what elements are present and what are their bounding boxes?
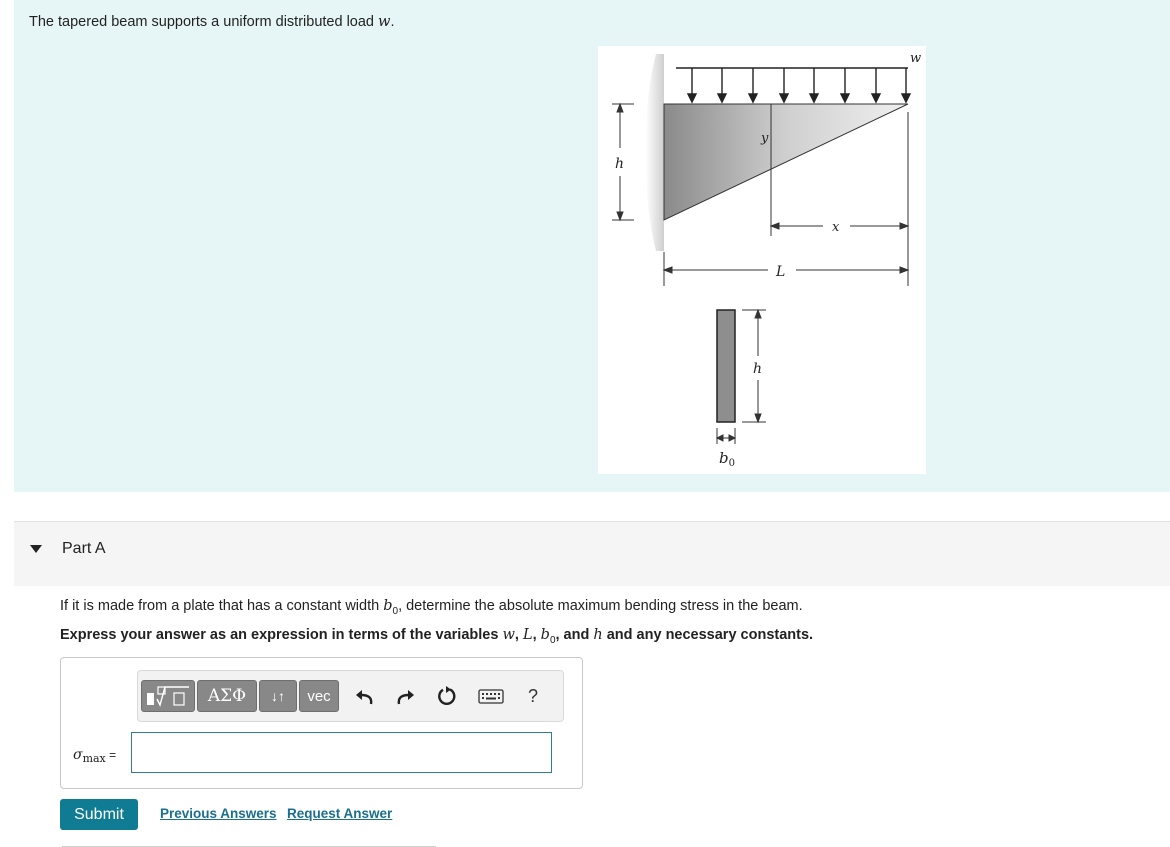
reset-button[interactable] [432,682,462,710]
load-arrows [688,68,910,102]
collapse-caret-icon[interactable] [30,545,42,553]
beam-figure [598,46,926,474]
wall [646,54,665,251]
intro-var-w: w [378,14,391,30]
part-title: Part A [62,540,106,557]
sub-superscript-button[interactable] [259,680,297,712]
previous-answers-link[interactable]: Previous Answers [160,806,277,821]
beam-diagram [598,46,926,474]
keyboard-icon [478,687,504,705]
label-h-section: h [753,361,763,377]
cross-section-plate [717,310,735,422]
instruction-var-h: h [593,627,603,643]
problem-intro [14,0,1170,492]
templates-icon [145,684,191,708]
greek-symbols-button[interactable] [197,680,257,712]
keyboard-button[interactable] [474,682,508,710]
answer-label-sigma: σ [73,747,83,763]
question-var-b: b [383,598,393,614]
help-button[interactable] [518,682,548,710]
instruction-sep3: , and [555,627,594,643]
redo-button[interactable] [390,682,420,710]
question-text-before: If it is made from a plate that has a constant width [60,598,384,614]
instruction-sep1: , [514,627,523,643]
answer-label-sub: max [82,752,106,765]
instruction-var-b-sub: 0 [549,634,556,646]
help-label: ? [527,685,538,706]
redo-icon [394,685,416,707]
label-h: h [615,156,625,172]
part-a-header[interactable] [14,521,1170,586]
tapered-beam [664,104,908,220]
greek-symbols-label: ΑΣΦ [207,686,247,706]
undo-button[interactable] [350,682,380,710]
instruction-text [60,627,813,646]
undo-icon [354,685,376,707]
instruction-text-after: and any necessary constants. [602,627,814,643]
submit-button[interactable]: Submit [60,799,138,830]
instruction-var-b: b [540,627,550,643]
instruction-var-w: w [502,627,515,643]
intro-text-before: The tapered beam supports a uniform distributed load [29,14,379,30]
label-y: y [761,131,769,146]
sub-superscript-label: ↓↑ [271,688,285,704]
intro-text [29,14,394,30]
b0-dimension [717,428,735,444]
answer-input[interactable] [131,732,552,773]
instruction-sep2: , [532,627,541,643]
label-b-sub: 0 [728,458,735,469]
label-b0 [719,449,735,469]
label-w: w [910,51,922,66]
question-var-b-sub: 0 [392,605,399,617]
vector-button[interactable] [299,680,339,712]
label-x: x [832,220,840,235]
answer-box [60,657,583,789]
vector-label: vec [307,687,331,705]
L-dimension [664,252,908,286]
answer-label [73,746,116,765]
request-answer-link[interactable]: Request Answer [287,806,393,821]
label-b: b [719,449,729,467]
answer-label-eq: = [105,748,117,762]
question-text [60,598,803,617]
math-toolbar [137,670,564,722]
templates-button[interactable] [141,680,195,712]
question-text-after: , determine the absolute maximum bending stress in the beam. [398,598,803,614]
instruction-text-before: Express your answer as an expression in terms of the variables [60,627,503,643]
reset-icon [436,685,458,707]
intro-text-after: . [390,14,395,30]
label-L: L [776,264,786,280]
instruction-var-L: L [522,627,533,643]
